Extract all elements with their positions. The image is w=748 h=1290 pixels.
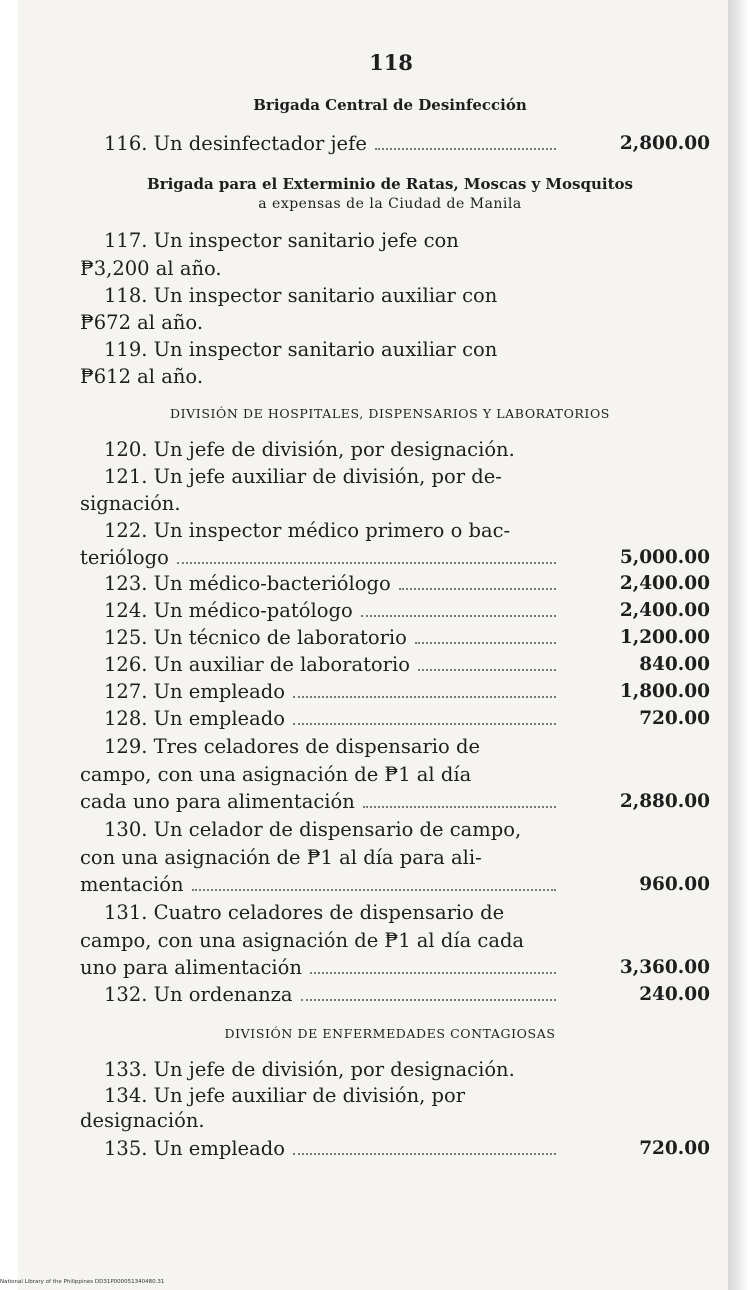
entry-125	[80, 625, 560, 651]
entry-132	[80, 982, 560, 1008]
dot-leader	[301, 997, 556, 1001]
entry-129-cont-2	[80, 789, 560, 815]
entry-127-text: 127. Un empleado	[104, 680, 285, 703]
entry-116	[80, 131, 560, 157]
entry-127	[80, 679, 560, 705]
amount-135: 720.00	[639, 1138, 710, 1159]
entry-135	[80, 1136, 560, 1162]
section-heading-brigada-central: Brigada Central de Desinfección	[253, 96, 527, 114]
dot-leader	[192, 887, 556, 891]
amount-124: 2,400.00	[619, 600, 710, 621]
entry-130-cont-1: con una asignación de ₱1 al día para ali-	[80, 846, 482, 869]
entry-124-text: 124. Un médico-patólogo	[104, 599, 353, 622]
entry-128-text: 128. Un empleado	[104, 707, 285, 730]
entry-129-cont-2-text: cada uno para alimentación	[80, 790, 355, 813]
dot-leader	[177, 560, 556, 564]
amount-125: 1,200.00	[619, 627, 710, 648]
entry-126-text: 126. Un auxiliar de laboratorio	[104, 653, 410, 676]
dot-leader	[415, 640, 556, 644]
dot-leader	[418, 667, 556, 671]
amount-129: 2,880.00	[619, 791, 710, 812]
entry-129: 129. Tres celadores de dispensario de	[104, 735, 480, 758]
entry-117-cont: ₱3,200 al año.	[80, 257, 222, 280]
entry-122-cont	[80, 545, 560, 571]
footer-archive-stamp: National Library of the Philippines DD31P000051340480.31	[0, 1279, 165, 1285]
entry-134: 134. Un jefe auxiliar de división, por	[104, 1084, 466, 1107]
dot-leader	[399, 586, 556, 590]
page-number: 118	[369, 50, 413, 75]
entry-117: 117. Un inspector sanitario jefe con	[104, 229, 459, 252]
entry-131-cont-2-text: uno para alimentación	[80, 956, 302, 979]
amount-126: 840.00	[639, 654, 710, 675]
amount-123: 2,400.00	[619, 573, 710, 594]
dot-leader	[363, 804, 556, 808]
amount-127: 1,800.00	[619, 681, 710, 702]
entry-119: 119. Un inspector sanitario auxiliar con	[104, 338, 498, 361]
entry-134-cont: designación.	[80, 1109, 205, 1132]
dot-leader	[293, 1151, 556, 1155]
entry-131-cont-2	[80, 955, 560, 981]
entry-132-text: 132. Un ordenanza	[104, 983, 293, 1006]
dot-leader	[293, 694, 556, 698]
amount-122: 5,000.00	[619, 547, 710, 568]
entry-123	[80, 571, 560, 597]
section-heading-division-hospitales: DIVISIÓN DE HOSPITALES, DISPENSARIOS Y LABORATORIOS	[170, 406, 610, 421]
entry-123-text: 123. Un médico-bacteriólogo	[104, 572, 391, 595]
amount-130: 960.00	[639, 874, 710, 895]
entry-121-cont: signación.	[80, 492, 181, 515]
entry-122-cont-text: teriólogo	[80, 546, 169, 569]
entry-122: 122. Un inspector médico primero o bac-	[104, 519, 511, 542]
entry-116-text: 116. Un desinfectador jefe	[104, 132, 367, 155]
dot-leader	[293, 721, 556, 725]
entry-118-cont: ₱672 al año.	[80, 311, 204, 334]
entry-125-text: 125. Un técnico de laboratorio	[104, 626, 407, 649]
section-heading-division-enfermedades: DIVISIÓN DE ENFERMEDADES CONTAGIOSAS	[224, 1026, 556, 1041]
entry-131-cont-1: campo, con una asignación de ₱1 al día cada	[80, 929, 525, 952]
entry-130: 130. Un celador de dispensario de campo,	[104, 818, 522, 841]
page-edge	[728, 0, 748, 1290]
amount-131: 3,360.00	[619, 957, 710, 978]
entry-135-text: 135. Un empleado	[104, 1137, 285, 1160]
entry-126	[80, 652, 560, 678]
entry-121: 121. Un jefe auxiliar de división, por de-	[104, 465, 502, 488]
section-subheading-brigada-exterminio: a expensas de la Ciudad de Manila	[258, 196, 522, 212]
entry-120: 120. Un jefe de división, por designación.	[104, 438, 515, 461]
entry-119-cont: ₱612 al año.	[80, 365, 204, 388]
dot-leader	[310, 970, 556, 974]
entry-118: 118. Un inspector sanitario auxiliar con	[104, 284, 498, 307]
section-heading-brigada-exterminio: Brigada para el Exterminio de Ratas, Moscas y Mosquitos	[147, 175, 633, 193]
amount-132: 240.00	[639, 984, 710, 1005]
entry-133: 133. Un jefe de división, por designación.	[104, 1058, 515, 1081]
entry-130-cont-2	[80, 872, 560, 898]
entry-124	[80, 598, 560, 624]
dot-leader	[361, 613, 556, 617]
entry-131: 131. Cuatro celadores de dispensario de	[104, 901, 505, 924]
entry-129-cont-1: campo, con una asignación de ₱1 al día	[80, 763, 472, 786]
entry-130-cont-2-text: mentación	[80, 873, 184, 896]
amount-116: 2,800.00	[619, 133, 710, 154]
amount-128: 720.00	[639, 708, 710, 729]
dot-leader	[375, 146, 556, 150]
entry-128	[80, 706, 560, 732]
